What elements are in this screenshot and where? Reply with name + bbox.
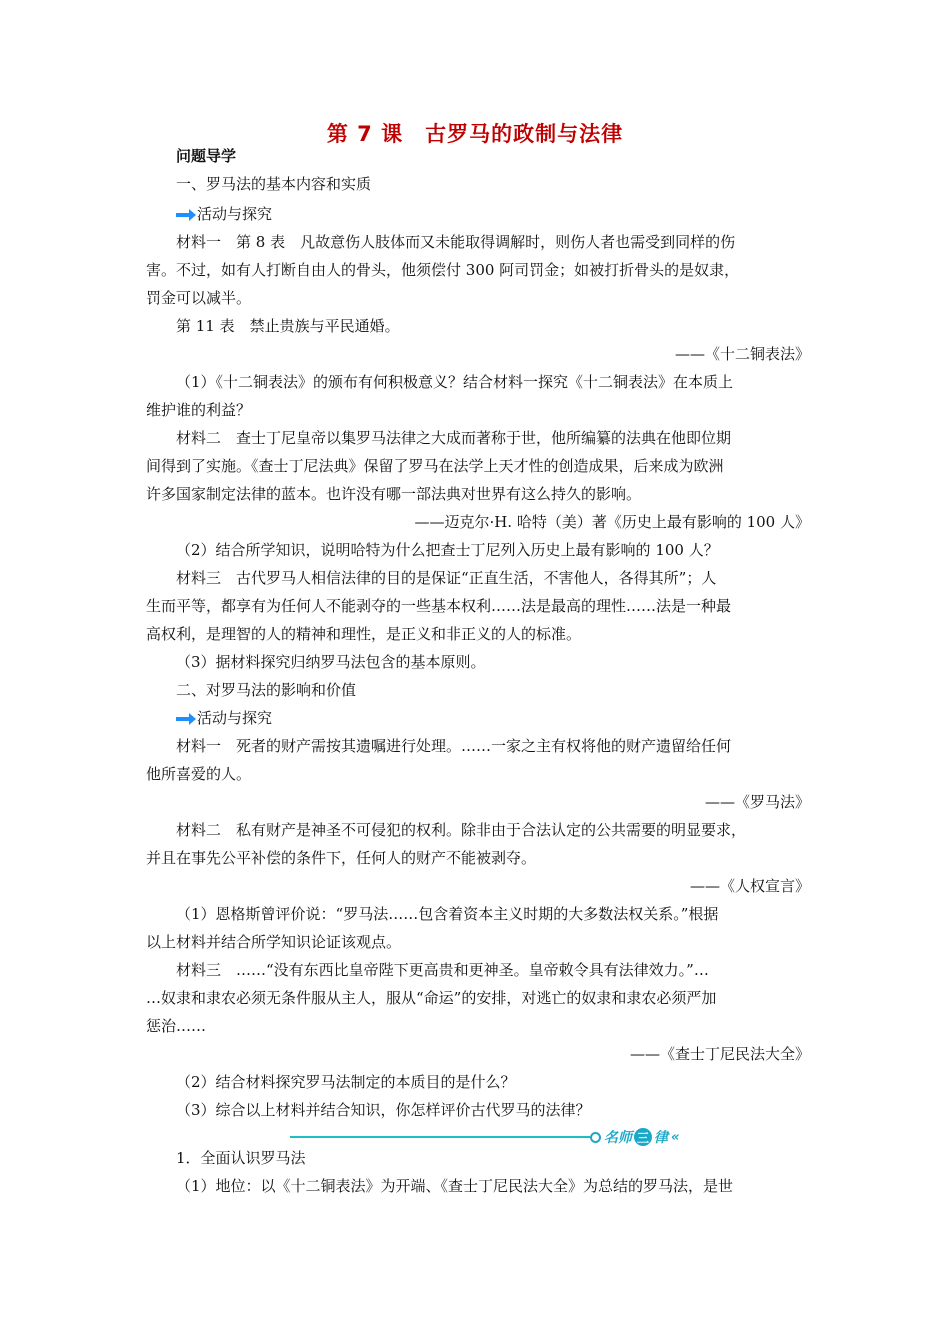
question-line: （1）《十二铜表法》的颁布有何积极意义？结合材料一探究《十二铜表法》在本质上 (176, 373, 734, 391)
arrow-icon (176, 713, 196, 725)
page-title: 第 7 课 古罗马的政制与法律 (326, 122, 624, 146)
paragraph-line: 第 11 表 禁止贵族与平民通婚。 (176, 317, 400, 335)
paragraph-line: 害。不过，如有人打断自由人的骨头，他须偿付 300 阿司罚金；如被打折骨头的是奴隶， (146, 261, 740, 279)
paragraph-line: 罚金可以减半。 (146, 289, 252, 307)
paragraph-line: 材料一 第 8 表 凡故意伤人肢体而又未能取得调解时，则伤人者也需受到同样的伤 (176, 233, 736, 251)
question-line: （1）恩格斯曾评价说：“罗马法……包含着资本主义时期的大多数法权关系。”根据 (176, 905, 719, 923)
paragraph-line: （1）地位：以《十二铜表法》为开端、《查士丁尼民法大全》为总结的罗马法，是世 (176, 1177, 734, 1195)
question-line: （2）结合材料探究罗马法制定的本质目的是什么？ (176, 1073, 516, 1091)
question-line: （3）据材料探究归纳罗马法包含的基本原则。 (176, 653, 486, 671)
paragraph-line: 高权利，是理智的人的精神和理性，是正义和非正义的人的标准。 (146, 625, 582, 643)
activity-label: 活动与探究 (197, 709, 273, 727)
paragraph-line: 材料三 ……“没有东西比皇帝陛下更高贵和更神圣。皇帝敕令具有法律效力。”… (176, 961, 709, 979)
paragraph-line: …奴隶和隶农必须无条件服从主人，服从“命运”的安排，对逃亡的奴隶和隶农必须严加 (146, 989, 717, 1007)
badge-circle-text: 三 (634, 1128, 652, 1146)
source-citation: ——《十二铜表法》 (674, 345, 810, 363)
paragraph-line: 生而平等，都享有为任何人不能剥夺的一些基本权利……法是最高的理性……法是一种最 (146, 597, 732, 615)
section-heading: 问题导学 (176, 147, 237, 165)
sec1-activity (176, 200, 840, 228)
double-chevron-left-icon: « (671, 1129, 680, 1145)
source-citation: ——《查士丁尼民法大全》 (629, 1045, 810, 1063)
question-line: 维护谁的利益？ (146, 401, 252, 419)
activity-label: 活动与探究 (197, 205, 273, 223)
source-citation: ——《人权宣言》 (689, 877, 810, 895)
paragraph-line: 材料二 私有财产是神圣不可侵犯的权利。除非由于合法认定的公共需要的明显要求， (176, 821, 747, 839)
source-citation: ——迈克尔·H. 哈特（美）著《历史上最有影响的 100 人》 (414, 513, 810, 531)
source-citation: ——《罗马法》 (704, 793, 810, 811)
paragraph-line: 材料二 查士丁尼皇帝以集罗马法律之大成而著称于世，他所编纂的法典在他即位期 (176, 429, 732, 447)
paragraph-line: 并且在事先公平补偿的条件下，任何人的财产不能被剥夺。 (146, 849, 537, 867)
arrow-icon (176, 209, 196, 221)
paragraph-line: 材料一 死者的财产需按其遗嘱进行处理。……一家之主有权将他的财产遗留给任何 (176, 737, 732, 755)
question-line: （3）综合以上材料并结合知识，你怎样评价古代罗马的法律？ (176, 1101, 591, 1119)
question-line: 以上材料并结合所学知识论证该观点。 (146, 933, 402, 951)
paragraph-line: 惩治…… (146, 1017, 207, 1035)
paragraph-line: 他所喜爱的人。 (146, 765, 252, 783)
paragraph-line: 间得到了实施。《查士丁尼法典》保留了罗马在法学上天才性的创造成果，后来成为欧洲 (146, 457, 724, 475)
circle-icon (590, 1132, 601, 1143)
section-divider (290, 1136, 590, 1138)
paragraph-line: 材料三 古代罗马人相信法律的目的是保证“正直生活，不害他人，各得其所”；人 (176, 569, 717, 587)
badge-left-text: 名师 (604, 1130, 632, 1146)
question-line: （2）结合所学知识，说明哈特为什么把查士丁尼列入历史上最有影响的 100 人？ (176, 541, 719, 559)
badge-right-text: 律 (654, 1130, 668, 1146)
sec2-activity (176, 704, 840, 732)
sec2-heading: 二、对罗马法的影响和价值 (176, 681, 357, 699)
sec1-heading: 一、罗马法的基本内容和实质 (176, 175, 372, 193)
paragraph-line: 许多国家制定法律的蓝本。也许没有哪一部法典对世界有这么持久的影响。 (146, 485, 642, 503)
sec3-heading: 1．全面认识罗马法 (176, 1149, 306, 1167)
